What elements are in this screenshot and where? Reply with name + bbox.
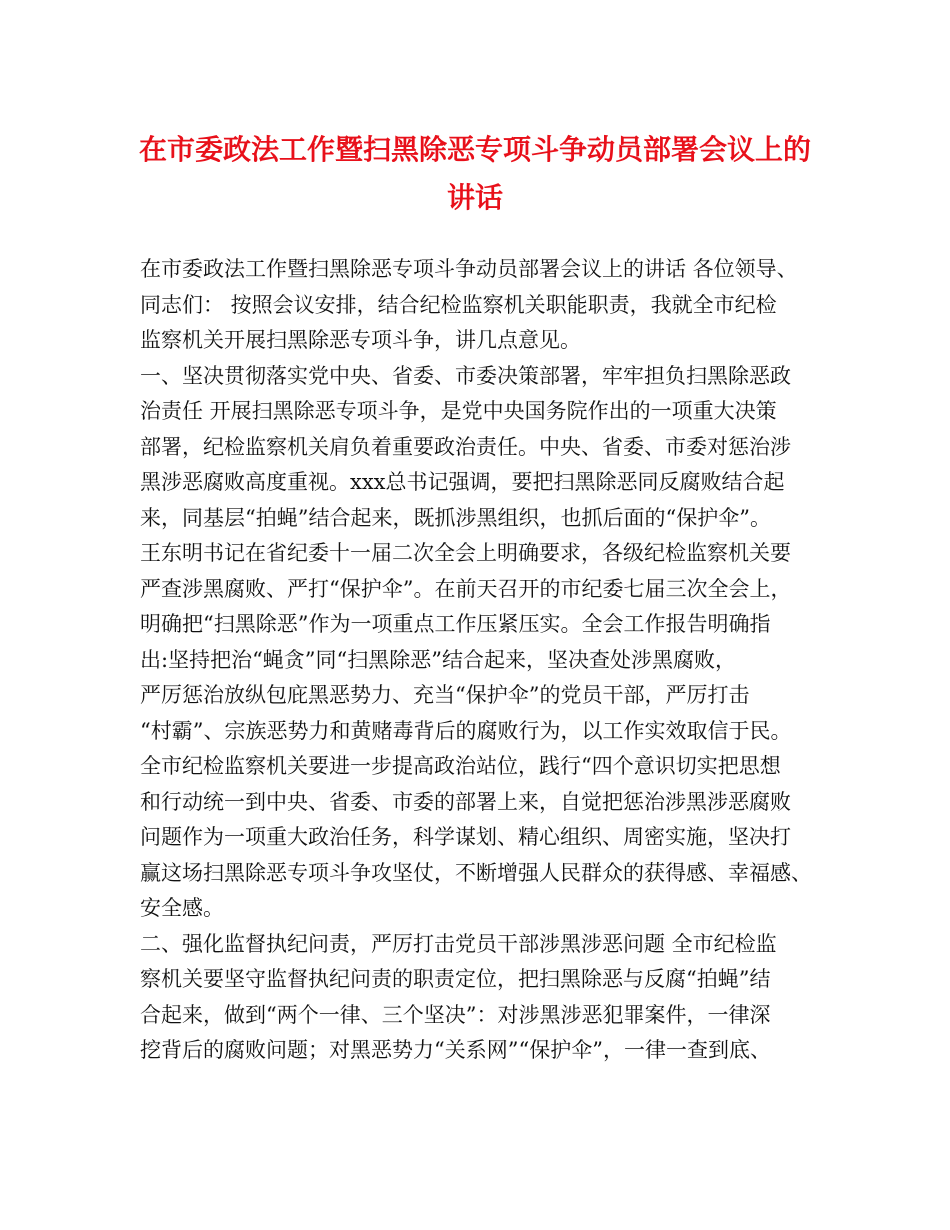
document-body — [140, 252, 830, 1069]
body-line: 明确把“扫黑除恶”作为一项重点工作压紧压实。全会工作报告明确指 — [140, 612, 771, 636]
body-line: 一、坚决贯彻落实党中央、省委、市委决策部署，牢牢担负扫黑除恶政 — [140, 363, 791, 388]
body-line: 挖背后的腐败问题；对黑恶势力“关系网”“保护伞”，一律一查到底、 — [140, 1038, 771, 1062]
document-title — [120, 126, 830, 222]
body-line: 治责任 开展扫黑除恶专项斗争，是党中央国务院作出的一项重大决策 — [140, 399, 777, 423]
body-line: 察机关要坚守监督执纪问责的职责定位，把扫黑除恶与反腐“拍蝇”结 — [140, 967, 771, 991]
body-line: “村霸”、宗族恶势力和黄赌毒背后的腐败行为，以工作实效取信于民。 — [140, 718, 792, 743]
title-line: 在市委政法工作暨扫黑除恶专项斗争动员部署会议上的 — [138, 133, 811, 166]
body-line: 赢这场扫黑除恶专项斗争攻坚仗，不断增强人民群众的获得感、幸福感、 — [140, 860, 812, 885]
body-line: 来，同基层“拍蝇”结合起来，既抓涉黑组织，也抓后面的“保护伞”。 — [140, 505, 771, 530]
title-line: 讲话 — [446, 181, 503, 214]
body-line: 严查涉黑腐败、严打“保护伞”。在前天召开的市纪委七届三次全会上， — [140, 576, 792, 601]
body-line: 二、强化监督执纪问责，严厉打击党员干部涉黑涉恶问题 全市纪检监 — [140, 931, 777, 956]
body-line: 部署，纪检监察机关肩负着重要政治责任。中央、省委、市委对惩治涉 — [140, 434, 791, 459]
body-line: 王东明书记在省纪委十一届二次全会上明确要求，各级纪检监察机关要 — [140, 541, 791, 565]
body-line: 全市纪检监察机关要进一步提高政治站位，践行“四个意识切实把思想 — [140, 754, 781, 778]
body-line: 出:坚持把治“蝇贪”同“扫黑除恶”结合起来，坚决查处涉黑腐败， — [140, 647, 737, 672]
body-line: 黑涉恶腐败高度重视。xxx总书记强调，要把扫黑除恶同反腐败结合起 — [140, 470, 785, 494]
body-line: 安全感。 — [140, 896, 224, 920]
body-line: 同志们： 按照会议安排，结合纪检监察机关职能职责，我就全市纪检 — [140, 292, 777, 317]
body-line: 和行动统一到中央、省委、市委的部署上来，自觉把惩治涉黑涉恶腐败 — [140, 789, 791, 814]
body-line: 合起来，做到“两个一律、三个坚决”：对涉黑涉恶犯罪案件，一律深 — [140, 1002, 771, 1027]
body-line: 问题作为一项重大政治任务，科学谋划、精心组织、周密实施，坚决打 — [140, 825, 791, 849]
body-line: 严厉惩治放纵包庇黑恶势力、充当“保护伞”的党员干部，严厉打击 — [140, 683, 750, 707]
body-line: 在市委政法工作暨扫黑除恶专项斗争动员部署会议上的讲话 各位领导、 — [140, 257, 798, 281]
body-line: 监察机关开展扫黑除恶专项斗争，讲几点意见。 — [140, 328, 581, 352]
